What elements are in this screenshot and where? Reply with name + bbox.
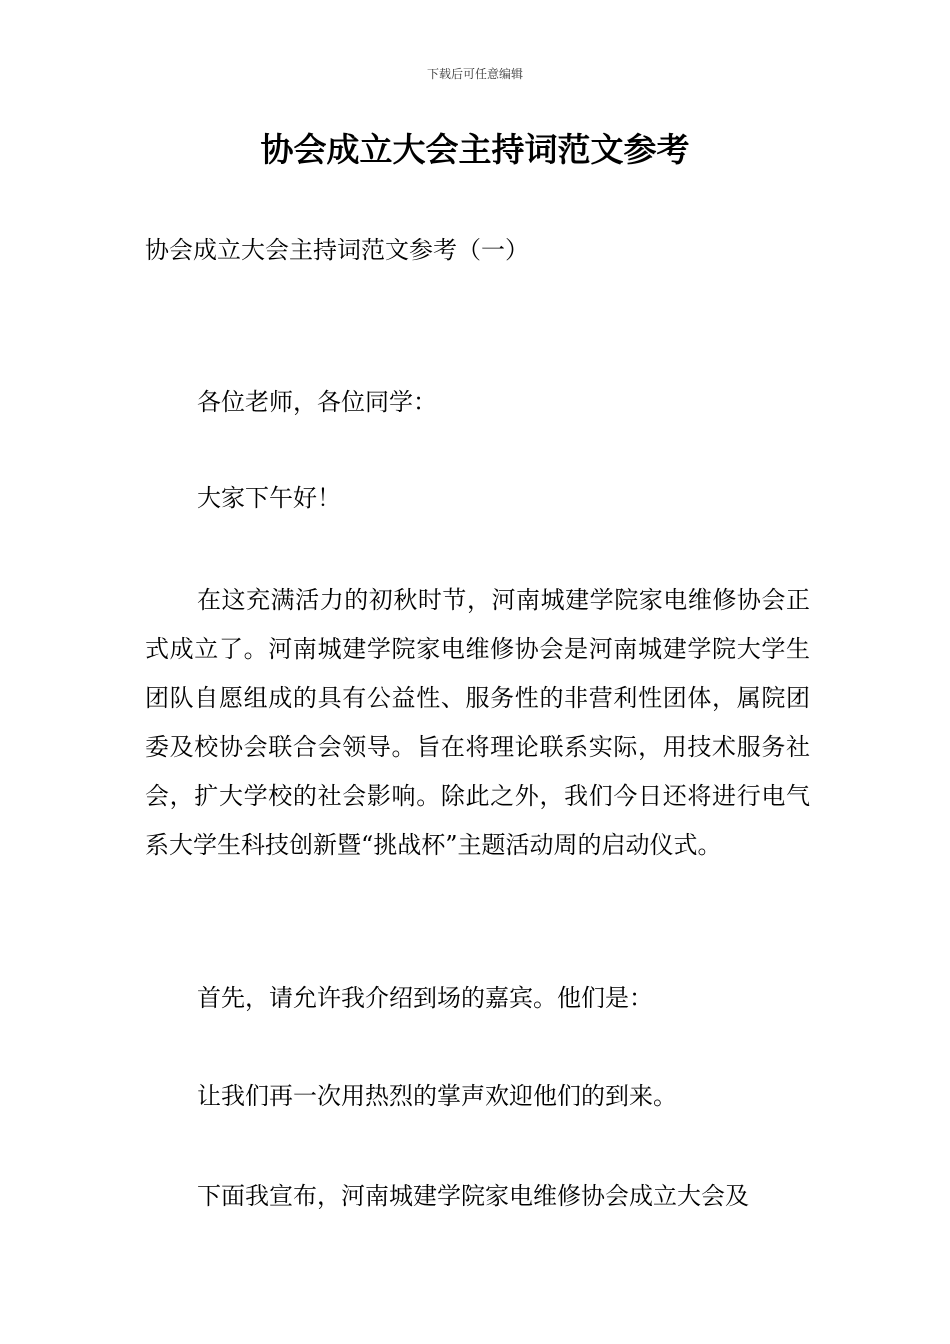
- document-title: 协会成立大会主持词范文参考: [260, 130, 690, 169]
- paragraph-hello: 大家下午好！: [197, 484, 341, 512]
- paragraph-intro: 在这充满活力的初秋时节，河南城建学院家电维修协会正式成立了。河南城建学院家电维修协会是河南城建学院大学生团队自愿组成的具有公益性、服务性的非营利性团体，属院团委及校协会联合会领导。旨在将理论联系实际，用技术服务社会，扩大学校的社会影响。除此之外，我们今日还将进行电气系大学生科技创新暨“挑战杯”主题活动周的启动仪式。: [145, 586, 810, 859]
- paragraph-welcome: 让我们再一次用热烈的掌声欢迎他们的到来。: [197, 1082, 677, 1110]
- paragraph-announce: 下面我宣布，河南城建学院家电维修协会成立大会及: [197, 1182, 749, 1210]
- header-note: 下载后可任意编辑: [426, 67, 523, 81]
- section-subtitle: 协会成立大会主持词范文参考（一）: [145, 236, 529, 264]
- paragraph-greeting: 各位老师，各位同学：: [197, 388, 437, 416]
- paragraph-guests: 首先，请允许我介绍到场的嘉宾。他们是：: [197, 984, 653, 1012]
